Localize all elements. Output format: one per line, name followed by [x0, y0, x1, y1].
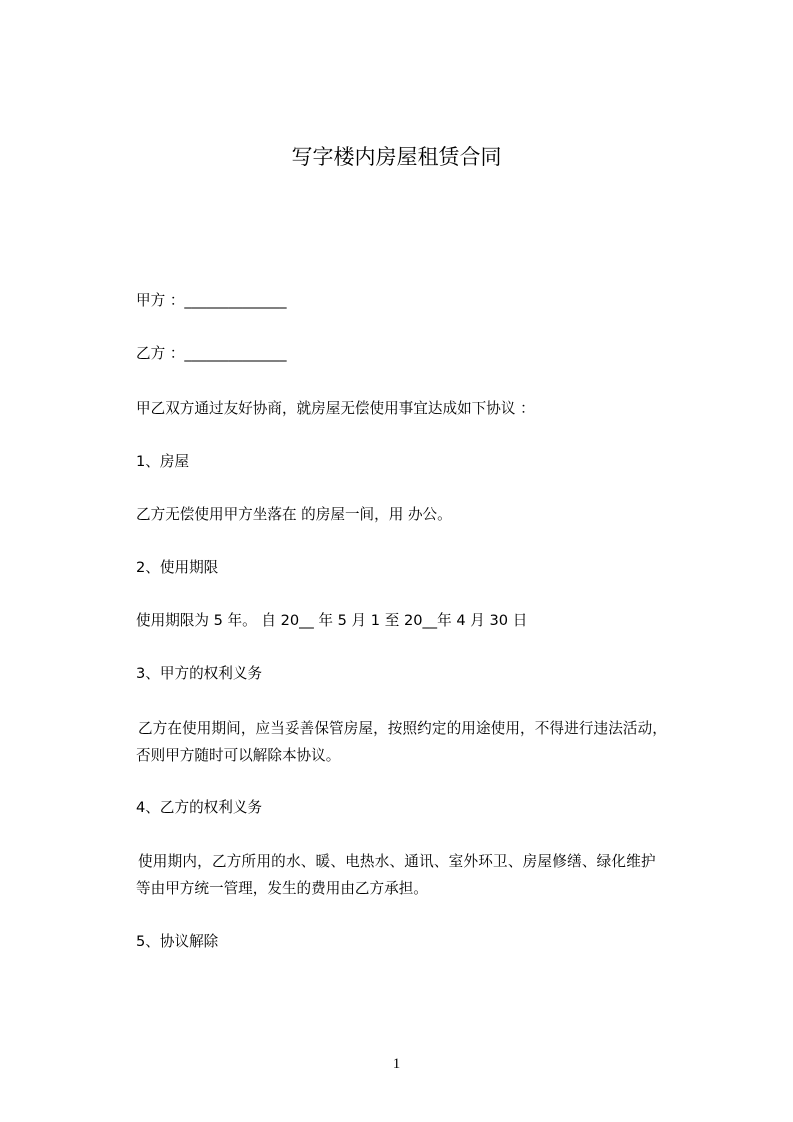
section-heading: 3、甲方的权利义务	[136, 665, 263, 682]
section-heading: 2、使用期限	[136, 559, 219, 576]
page-number: 1	[392, 1056, 401, 1072]
section-text: 否则甲方随时可以解除本协议。	[136, 747, 341, 764]
section-text: 使用期内，乙方所用的水、暖、电热水、通讯、室外环卫、房屋修缮、绿化维护	[138, 853, 656, 870]
section-heading: 5、协议解除	[136, 933, 219, 950]
intro-paragraph: 甲乙双方通过友好协商，就房屋无偿使用事宜达成如下协议 ：	[136, 400, 535, 417]
section-text: 乙方无偿使用甲方坐落在 的房屋一间，用 办公。	[136, 506, 452, 523]
party-b-line: 乙方 ：______________	[136, 345, 287, 362]
section-text: 使用期限为 5 年。 自 20__ 年 5 月 1 至 20__年 4 月 30 日	[136, 612, 528, 629]
party-a-line: 甲方 ：______________	[136, 292, 287, 309]
section-text: 等由甲方统一管理，发生的费用由乙方承担。	[136, 880, 428, 897]
section-heading: 1、房屋	[136, 453, 190, 470]
section-text: 乙方在使用期间，应当妥善保管房屋，按照约定的用途使用，不得进行违法活动，	[138, 720, 667, 737]
section-heading: 4、乙方的权利义务	[136, 799, 263, 816]
document-title: 写字楼内房屋租赁合同	[291, 145, 502, 169]
